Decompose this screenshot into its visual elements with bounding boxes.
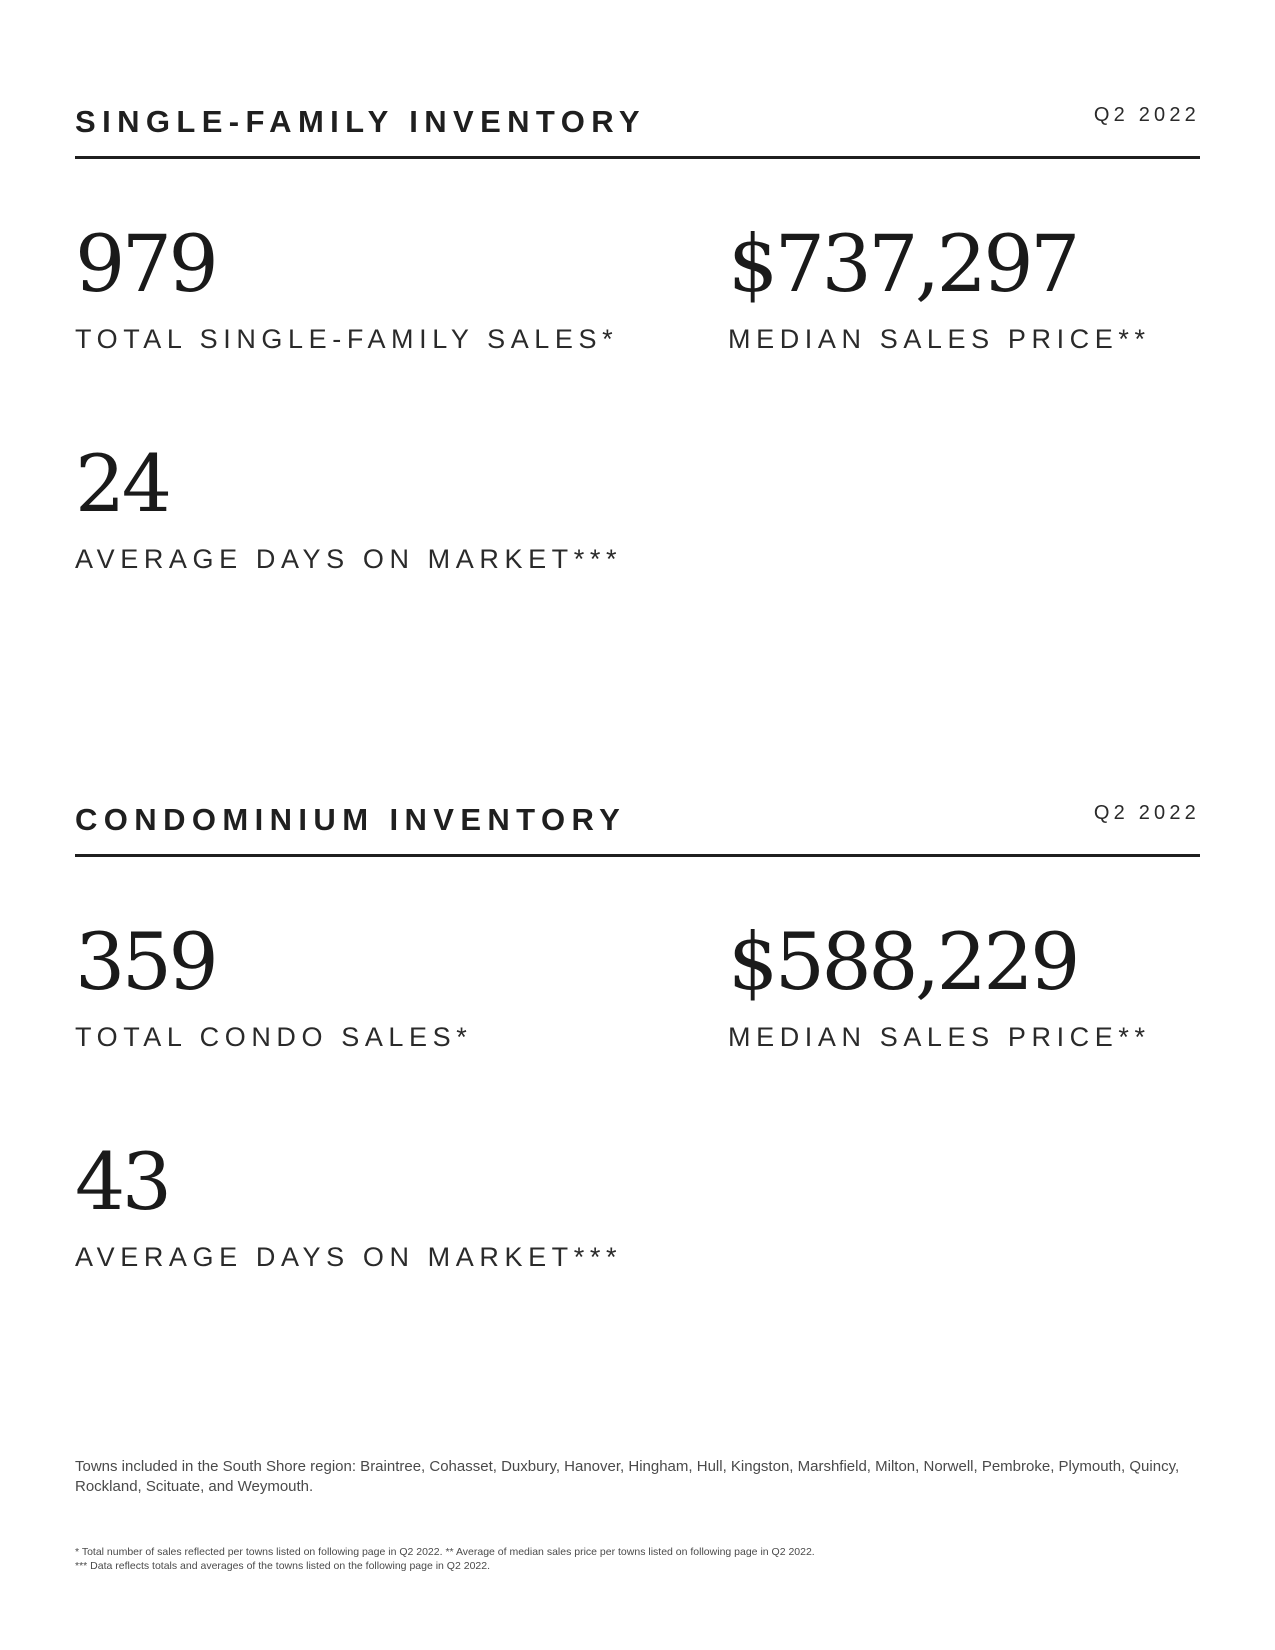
single-family-header: [75, 102, 1200, 159]
single-family-period: Q2 2022: [1093, 104, 1200, 126]
condominium-section: [75, 800, 1200, 857]
condominium-title: CONDOMINIUM INVENTORY: [75, 802, 627, 837]
single-family-days-on-market-value: 24: [75, 438, 169, 530]
single-family-title: SINGLE-FAMILY INVENTORY: [75, 104, 646, 139]
condo-median-price-value: $588,229: [728, 916, 1077, 1008]
footnote-line: *** Data reflects totals and averages of the towns listed on the following page in Q2 2022.: [75, 1560, 491, 1572]
single-family-days-on-market-label: AVERAGE DAYS ON MARKET***: [75, 544, 623, 574]
single-family-total-sales-stat: [75, 218, 619, 355]
condo-total-sales-stat: [75, 916, 473, 1053]
condo-days-on-market-stat: [75, 1136, 623, 1273]
single-family-median-price-label: MEDIAN SALES PRICE**: [728, 324, 1151, 354]
towns-note: Towns included in the South Shore region: Braintree, Cohasset, Duxbury, Hanover, Hingham, Hull, Kingston, Marshfield, Milton, Norwell, Pembroke, Plymouth, Quincy, Rockland, Scituate, and Weymouth.: [75, 1458, 1180, 1495]
single-family-total-sales-value: 979: [75, 218, 216, 310]
footnotes: [75, 1545, 1200, 1573]
single-family-days-on-market-stat: [75, 438, 623, 575]
single-family-median-price-stat: [728, 218, 1151, 355]
single-family-median-price-value: $737,297: [728, 218, 1077, 310]
condo-total-sales-label: TOTAL CONDO SALES*: [75, 1022, 473, 1052]
condo-median-price-stat: [728, 916, 1151, 1053]
single-family-section: [75, 102, 1200, 159]
condominium-header: [75, 800, 1200, 857]
footnote-line: * Total number of sales reflected per towns listed on following page in Q2 2022. ** Average of median sales price per towns listed on following page in Q2 2022.: [75, 1546, 815, 1558]
single-family-total-sales-label: TOTAL SINGLE-FAMILY SALES*: [75, 324, 619, 354]
condo-median-price-label: MEDIAN SALES PRICE**: [728, 1022, 1151, 1052]
condo-days-on-market-value: 43: [75, 1136, 169, 1228]
condo-days-on-market-label: AVERAGE DAYS ON MARKET***: [75, 1242, 623, 1272]
condominium-period: Q2 2022: [1093, 802, 1200, 824]
condo-total-sales-value: 359: [75, 916, 216, 1008]
